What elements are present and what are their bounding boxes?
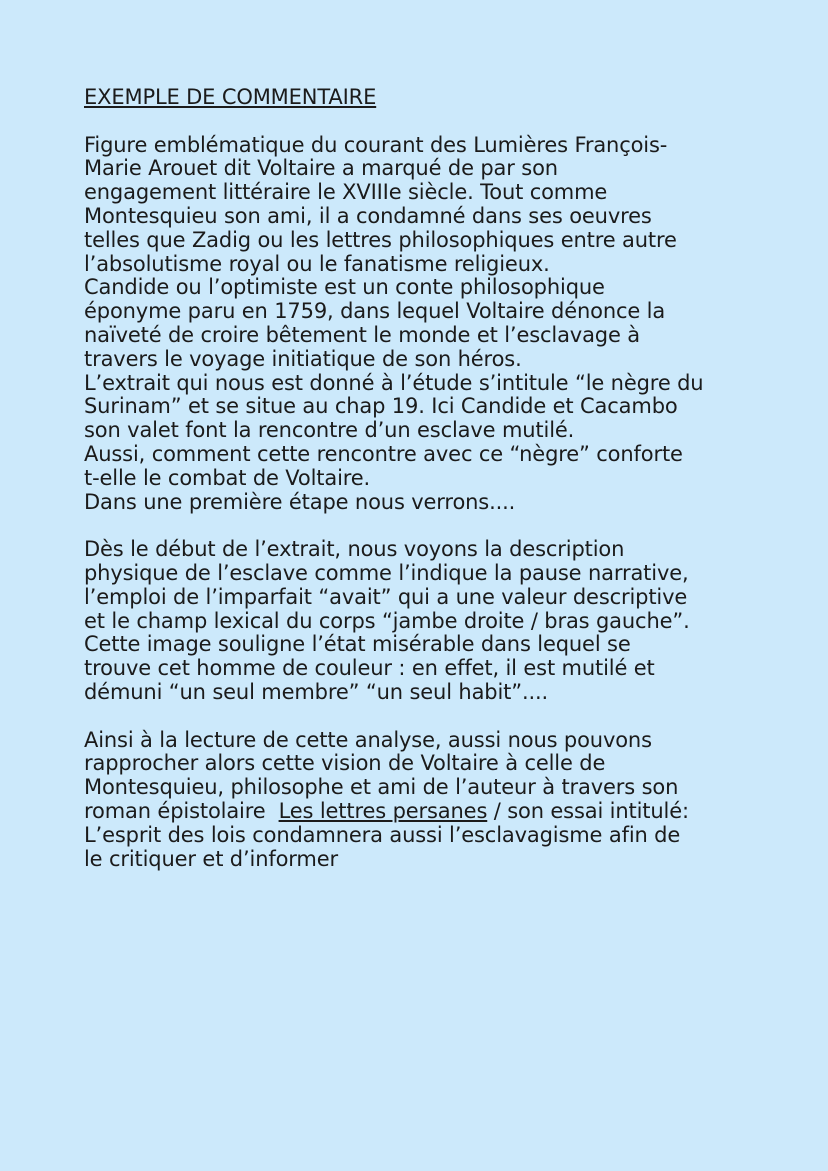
conclusion-line: Montesquieu, philosophe et ami de l’auteur à travers son	[84, 775, 679, 800]
paragraph-spacer	[84, 705, 754, 729]
conclusion-line-with-title	[84, 800, 754, 824]
intro-line: t-elle le combat de Voltaire.	[84, 465, 371, 490]
analysis-line: démuni “un seul membre” “un seul habit”....	[84, 679, 549, 704]
intro-line: naïveté de croire bêtement le monde et l’esclavage à	[84, 322, 640, 347]
conclusion-line: le critiquer et d’informer	[84, 846, 338, 871]
intro-line: éponyme paru en 1759, dans lequel Voltaire dénonce la	[84, 299, 666, 324]
analysis-paragraph	[84, 538, 754, 705]
intro-line: l’absolutisme royal ou le fanatisme religieux.	[84, 251, 550, 276]
intro-line: L’extrait qui nous est donné à l’étude s’intitule “le nègre du	[84, 370, 704, 395]
analysis-line: Dès le début de l’extrait, nous voyons la description	[84, 537, 625, 562]
analysis-line: l’emploi de l’imparfait “avait” qui a une valeur descriptive	[84, 584, 688, 609]
intro-line: Aussi, comment cette rencontre avec ce “nègre” conforte	[84, 441, 683, 466]
paragraph-spacer	[84, 110, 754, 134]
intro-line: Surinam” et se situe au chap 19. Ici Candide et Cacambo	[84, 394, 678, 419]
intro-line: son valet font la rencontre d’un esclave mutilé.	[84, 418, 575, 443]
conclusion-line: Ainsi à la lecture de cette analyse, aussi nous pouvons	[84, 727, 652, 752]
intro-line: travers le voyage initiatique de son héros.	[84, 346, 522, 371]
intro-line: Montesquieu son ami, il a condamné dans ses oeuvres	[84, 203, 652, 228]
conclusion-paragraph	[84, 729, 754, 872]
document-title: EXEMPLE DE COMMENTAIRE	[84, 85, 377, 109]
analysis-line: trouve cet homme de couleur : en effet, il est mutilé et	[84, 656, 655, 681]
conclusion-line: L’esprit des lois condamnera aussi l’esclavagisme afin de	[84, 822, 681, 847]
conclusion-line: rapprocher alors cette vision de Voltaire à celle de	[84, 751, 606, 776]
conclusion-text-after-title: / son essai intitulé:	[487, 798, 689, 823]
intro-line: engagement littéraire le XVIIIe siècle. Tout comme	[84, 180, 608, 205]
intro-line: Candide ou l’optimiste est un conte philosophique	[84, 275, 605, 300]
intro-line: Figure emblématique du courant des Lumières François-	[84, 132, 668, 157]
document-body	[84, 86, 754, 871]
intro-line: Marie Arouet dit Voltaire a marqué de par son	[84, 156, 558, 181]
analysis-line: et le champ lexical du corps “jambe droite / bras gauche”.	[84, 608, 690, 633]
book-title-lettres-persanes: Les lettres persanes	[278, 798, 488, 823]
intro-line: telles que Zadig ou les lettres philosophiques entre autre	[84, 227, 677, 252]
conclusion-text-before-title: roman épistolaire	[84, 798, 279, 823]
analysis-line: Cette image souligne l’état misérable dans lequel se	[84, 632, 631, 657]
analysis-line: physique de l’esclave comme l’indique la pause narrative,	[84, 560, 689, 585]
intro-line: Dans une première étape nous verrons....	[84, 489, 516, 514]
paragraph-spacer	[84, 514, 754, 538]
intro-paragraph	[84, 134, 754, 515]
